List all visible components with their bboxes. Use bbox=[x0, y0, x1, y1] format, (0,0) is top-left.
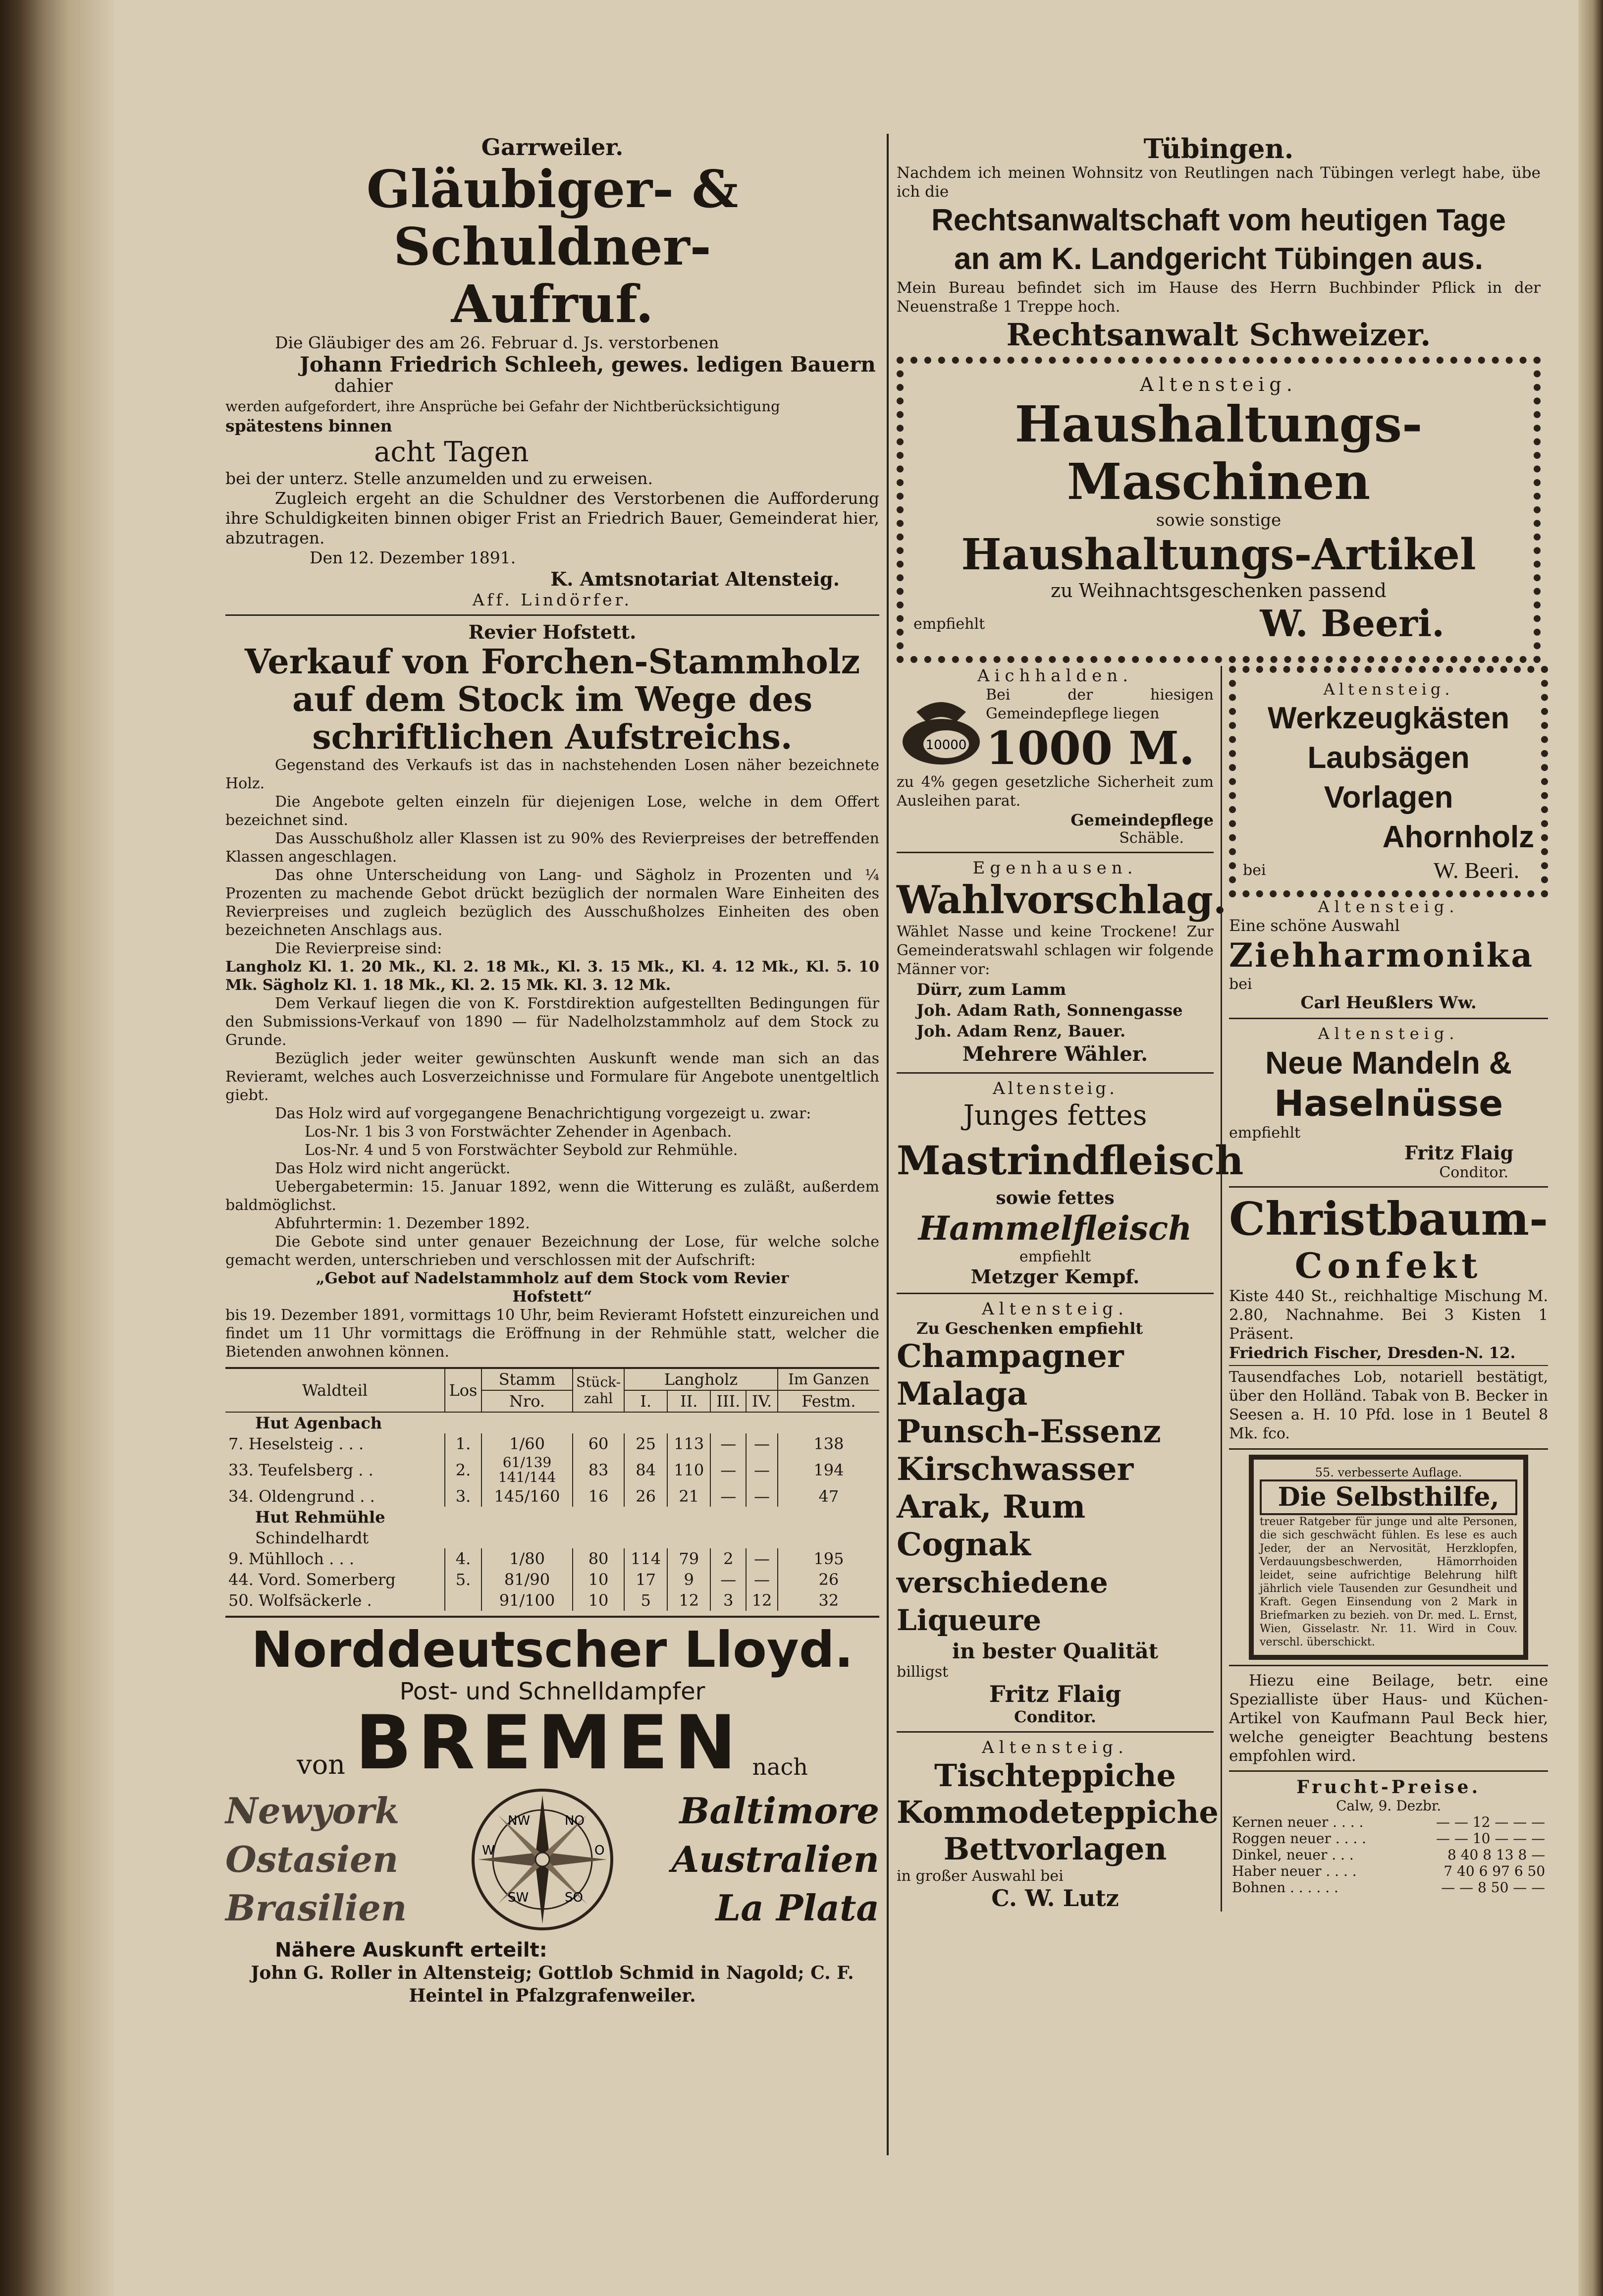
compass-label: SW bbox=[508, 1890, 529, 1905]
ad-title: Haushaltungs-Maschinen bbox=[1015, 395, 1423, 511]
cell: 84 bbox=[624, 1454, 667, 1486]
signature-2: Conditor. bbox=[1014, 1707, 1096, 1726]
divider bbox=[225, 1616, 879, 1618]
text-line: Johann Friedrich Schleeh, gewes. ledigen Bauern bbox=[300, 352, 876, 377]
signature: Gemeindepflege bbox=[1070, 811, 1214, 829]
cell: — — 8 50 — — bbox=[1441, 1879, 1546, 1896]
class-header: IV. bbox=[746, 1390, 777, 1412]
cell: — bbox=[710, 1569, 746, 1590]
text-line: zu 4% gegen gesetzliche Sicherheit zum Ausleihen parat. bbox=[897, 773, 1214, 810]
ad-title: Die Selbsthilfe, bbox=[1260, 1479, 1517, 1515]
ad-title: Wahlvorschlag. bbox=[897, 877, 1227, 923]
coin-label: 10000 bbox=[925, 738, 967, 753]
candidate: Joh. Adam Rath, Sonnengasse bbox=[916, 1001, 1183, 1020]
text-line: Eine schöne Auswahl bbox=[1229, 916, 1400, 935]
merchant-name: W. Beeri. bbox=[1433, 858, 1520, 883]
text-line: acht Tagen bbox=[374, 436, 529, 468]
col-header: Stamm bbox=[481, 1369, 573, 1390]
amount: 1000 M. bbox=[986, 721, 1195, 775]
cell: — — 10 — — — bbox=[1436, 1830, 1546, 1847]
text-line: Mein Bureau befindet sich im Hause des Herrn Buchbinder Pflick in der Neuenstraße 1 Treppe hoch. bbox=[897, 279, 1541, 316]
cell: 80 bbox=[573, 1548, 624, 1569]
cell: 33. Teufelsberg . . bbox=[228, 1461, 374, 1479]
cell: 2. bbox=[445, 1454, 481, 1486]
merchant-name: Carl Heußlers Ww. bbox=[1300, 993, 1477, 1013]
text-line: Rechtsanwaltschaft vom heutigen Tage bbox=[931, 203, 1506, 237]
col-header: Im Ganzen bbox=[778, 1369, 879, 1390]
price-table bbox=[1229, 1814, 1548, 1896]
candidate: Dürr, zum Lamm bbox=[916, 980, 1067, 999]
ad-beilage bbox=[1229, 1671, 1548, 1765]
text-line: treuer Ratgeber für junge und alte Personen, die sich geschwächt fühlen. Es lese es auch Jeder, der an Nervosität, Herzklopfen, Verdauungsbeschwerden, Hämorrhoiden leidet, seine aufrichtige Belehrung hilft jährlich viele Tausenden zur Gesundheit und Kraft. Gegen Einsendung von 2 Mark in Briefmarken zu bezieh. von Dr. med. L. Ernst, Wien, Gisselastr. Nr. 11. Wird in Couv. verschl. überschickt. bbox=[1260, 1516, 1518, 1648]
fruit-prices bbox=[1229, 1777, 1548, 1896]
cell: — — 12 — — — bbox=[1436, 1814, 1546, 1830]
cell: 138 bbox=[778, 1433, 879, 1454]
cell: 1. bbox=[445, 1433, 481, 1454]
text-para: „Gebot auf Nadelstammholz auf dem Stock vom Revier Hofstett“ bbox=[316, 1269, 789, 1306]
text-nach: nach bbox=[752, 1753, 808, 1780]
ad-title: Norddeutscher Lloyd. bbox=[251, 1621, 854, 1679]
ad-place: Egenhausen. bbox=[972, 858, 1138, 878]
text-line: in großer Auswahl bei bbox=[897, 1867, 1064, 1885]
group-label: Hut Rehmühle bbox=[255, 1508, 385, 1527]
text-para: Bezüglich jeder weiter gewünschten Auskunft wende man sich an das Revieramt, welches auch Losverzeichnisse und Formulare für Angebote unentgeltlich giebt. bbox=[225, 1050, 879, 1104]
page-edge bbox=[1578, 0, 1603, 2296]
text-line: Wählet Nasse und keine Trockene! Zur Gemeinderatswahl schlagen wir folgende Männer vor: bbox=[897, 923, 1214, 978]
divider bbox=[1229, 1365, 1548, 1366]
ad-selbsthilfe bbox=[1249, 1455, 1528, 1660]
text-para: Los-Nr. 1 bis 3 von Forstwächter Zehender in Agenbach. bbox=[305, 1123, 732, 1141]
ad-mandeln bbox=[1229, 1024, 1548, 1181]
text-line: Tausendfaches Lob, notariell bestätigt, über den Holländ. Tabak von B. Becker in Seesen a. H. 10 Pfd. lose in 1 Beutel 8 Mk. fco. bbox=[1229, 1368, 1549, 1442]
table-row bbox=[1229, 1863, 1548, 1879]
ad-teppiche bbox=[897, 1738, 1219, 1912]
cell: Dinkel, neuer . . . bbox=[1232, 1847, 1354, 1863]
cell: 2 bbox=[710, 1548, 746, 1569]
cell: 10 bbox=[573, 1590, 624, 1611]
text-para: Gegenstand des Verkaufs ist das in nachstehenden Losen näher bezeichnete Holz. bbox=[225, 757, 879, 792]
col-header: Waldteil bbox=[225, 1369, 445, 1412]
class-header: III. bbox=[710, 1390, 746, 1412]
candidate: Joh. Adam Renz, Bauer. bbox=[916, 1022, 1126, 1040]
compass-label: SO bbox=[565, 1890, 583, 1905]
ad-title: Christbaum- bbox=[1229, 1192, 1549, 1246]
cell: 10 bbox=[573, 1569, 624, 1590]
text-para: Die Gebote sind unter genauer Bezeichnung der Lose, für welche solche gemacht werden, unterschrieben und verschlossen mit der Aufschrift: bbox=[225, 1233, 879, 1269]
text-line: an am K. Landgericht Tübingen aus. bbox=[954, 242, 1483, 276]
table-row bbox=[1229, 1879, 1548, 1896]
cell: 7 40 6 97 6 50 bbox=[1443, 1863, 1546, 1879]
text-line: spätestens binnen bbox=[225, 416, 392, 436]
cell: 16 bbox=[573, 1486, 624, 1507]
column-divider bbox=[887, 134, 889, 2155]
table-row bbox=[225, 1486, 879, 1507]
text-line: zu Weihnachtsgeschenken passend bbox=[1051, 580, 1387, 601]
signature: Metzger Kempf. bbox=[970, 1265, 1140, 1288]
product: Punsch-Essenz bbox=[897, 1413, 1161, 1450]
cell: 26 bbox=[778, 1569, 879, 1590]
text-para: Abfuhrtermin: 1. Dezember 1892. bbox=[275, 1215, 530, 1232]
ad-place: Aichhalden. bbox=[977, 666, 1133, 686]
destination: Newyork bbox=[225, 1790, 400, 1832]
text-para: Das ohne Unterscheidung von Lang- und Sägholz in Prozenten und ¼ Prozenten zu machende Gebot drückt bezüglich der normalen Ware Einheiten des Revierpreises und zugleich bezüglich des Ausschußholzes Einheiten des oben bezeichneten Anschlags aus. bbox=[225, 867, 879, 939]
cell: 50. Wolfsäckerle . bbox=[228, 1591, 372, 1610]
col-header: Stück-zahl bbox=[573, 1369, 624, 1412]
ad-title-2: Haselnüsse bbox=[1274, 1083, 1503, 1124]
destination: La Plata bbox=[715, 1887, 879, 1929]
table-row bbox=[225, 1548, 879, 1569]
table-row bbox=[225, 1590, 879, 1611]
destination: Baltimore bbox=[679, 1790, 879, 1832]
table-row bbox=[1229, 1847, 1548, 1863]
merchant-name: W. Beeri. bbox=[1260, 602, 1444, 645]
ad-aichhalden bbox=[897, 666, 1214, 847]
cell: — bbox=[710, 1454, 746, 1486]
product: Ahornholz bbox=[1382, 820, 1535, 854]
cell: 4. bbox=[445, 1548, 481, 1569]
signature: K. Amtsnotariat Altensteig. bbox=[550, 568, 840, 590]
cell: 9 bbox=[667, 1569, 710, 1590]
cell: 47 bbox=[778, 1486, 879, 1507]
text-line: Nachdem ich meinen Wohnsitz von Reutlingen nach Tübingen verlegt habe, übe ich die bbox=[897, 164, 1541, 201]
col-header: Nro. bbox=[481, 1390, 573, 1412]
cell: 194 bbox=[778, 1454, 879, 1486]
cell: Kernen neuer . . . . bbox=[1232, 1814, 1364, 1830]
ad-place: Revier Hofstett. bbox=[468, 621, 637, 643]
text-line: Zugleich ergeht an die Schuldner des Verstorbenen die Aufforderung ihre Schuldigkeiten binnen obiger Frist an Friedrich Bauer, Gemeinderat hier, abzutragen. bbox=[225, 489, 879, 547]
ad-place: Altensteig. bbox=[1323, 680, 1454, 699]
signature: C. W. Lutz bbox=[991, 1885, 1119, 1912]
divider bbox=[897, 1293, 1214, 1294]
table-row bbox=[225, 1569, 879, 1590]
ad-title: Verkauf von Forchen-Stammholz auf dem Stock im Wege des schriftlichen Aufstreichs. bbox=[244, 642, 860, 757]
destination: Ostasien bbox=[225, 1838, 399, 1880]
text-para: Die Angebote gelten einzeln für diejenigen Lose, welche in dem Offert bezeichnet sind. bbox=[225, 793, 879, 829]
cell: 25 bbox=[624, 1433, 667, 1454]
cell: — bbox=[746, 1433, 777, 1454]
cell: 3. bbox=[445, 1486, 481, 1507]
ad-title-2: Hammelfleisch bbox=[918, 1209, 1192, 1248]
cell: 9. Mühlloch . . . bbox=[228, 1549, 354, 1568]
text-line: Die Gläubiger des am 26. Februar d. Js. verstorbenen bbox=[275, 333, 719, 352]
cell: 34. Oldengrund . . bbox=[228, 1487, 375, 1506]
text-line: bei bbox=[1229, 976, 1252, 993]
cell: — bbox=[746, 1454, 777, 1486]
table-row bbox=[225, 1433, 879, 1454]
cell bbox=[445, 1590, 481, 1611]
divider bbox=[1229, 1770, 1548, 1772]
ad-tuebingen bbox=[897, 134, 1541, 354]
col-header: Langholz bbox=[624, 1369, 778, 1390]
table-row bbox=[1229, 1830, 1548, 1847]
ad-subtitle: Post- und Schnelldampfer bbox=[399, 1678, 705, 1705]
city-bremen: BREMEN bbox=[355, 1700, 743, 1786]
text-para: Los-Nr. 4 und 5 von Forstwächter Seybold zur Rehmühle. bbox=[305, 1142, 738, 1159]
cell: — bbox=[710, 1486, 746, 1507]
right-column bbox=[897, 133, 1549, 1912]
ad-wahlvorschlag bbox=[897, 858, 1227, 1067]
cell: 1/80 bbox=[481, 1548, 573, 1569]
product: Kirschwasser bbox=[897, 1451, 1134, 1488]
divider bbox=[1229, 1186, 1548, 1188]
table-row bbox=[1229, 1814, 1548, 1830]
ad-place: Altensteig. bbox=[1318, 897, 1459, 916]
ad-glaeubiger bbox=[225, 134, 879, 609]
col-header: Festm. bbox=[778, 1390, 879, 1412]
cell: — bbox=[710, 1433, 746, 1454]
cell: 114 bbox=[624, 1548, 667, 1569]
cell: 17 bbox=[624, 1569, 667, 1590]
table-row bbox=[225, 1454, 879, 1486]
divider bbox=[225, 614, 879, 616]
cell: 79 bbox=[667, 1548, 710, 1569]
cell: 91/100 bbox=[481, 1590, 573, 1611]
ad-mastrind bbox=[897, 1079, 1244, 1288]
left-column bbox=[225, 134, 879, 2007]
product: Werkzeugkästen bbox=[1268, 701, 1510, 735]
text-line: sowie sonstige bbox=[1156, 510, 1282, 530]
text-para: Langholz Kl. 1. 20 Mk., Kl. 2. 18 Mk., Kl. 3. 15 Mk., Kl. 4. 12 Mk., Kl. 5. 10 Mk. Sägholz Kl. 1. 18 Mk., Kl. 2. 15 Mk. Kl. 3. 12 Mk. bbox=[225, 958, 879, 994]
ad-title: Gläubiger- & Schuldner- bbox=[366, 159, 739, 277]
cell: 3 bbox=[710, 1590, 746, 1611]
ad-place: Altensteig. bbox=[993, 1079, 1118, 1098]
ad-place: Altensteig. bbox=[982, 1299, 1128, 1319]
cell: 1/60 bbox=[481, 1433, 573, 1454]
cell: 7. Heselsteig . . . bbox=[228, 1434, 364, 1453]
divider bbox=[897, 1731, 1214, 1733]
product: Cognak bbox=[897, 1526, 1031, 1563]
cell: 12 bbox=[746, 1590, 777, 1611]
text-line: dahier bbox=[334, 376, 393, 396]
text-line: Hiezu eine Beilage, betr. eine Spezialliste über Haus- und Küchen-Artikel von Kaufmann Paul Beck hier, welche geneigter Beachtung bestens empfohlen wird. bbox=[1229, 1672, 1549, 1765]
product: Kommodeteppiche bbox=[897, 1794, 1219, 1830]
text-line: billigst bbox=[897, 1663, 949, 1681]
ad-holzverkauf bbox=[225, 621, 879, 1361]
cell: Haber neuer . . . . bbox=[1232, 1863, 1357, 1879]
text-para: Das Holz wird auf vorgegangene Benachrichtigung vorgezeigt u. zwar: bbox=[275, 1105, 811, 1122]
cell: 8 40 8 13 8 — bbox=[1447, 1847, 1546, 1863]
ad-geschenke bbox=[897, 1299, 1214, 1726]
cell: Bohnen . . . . . . bbox=[1232, 1879, 1338, 1896]
ad-place: Altensteig. bbox=[1318, 1024, 1459, 1043]
product: Arak, Rum bbox=[897, 1488, 1086, 1526]
text-para: Die Revierpreise sind: bbox=[275, 940, 442, 957]
divider bbox=[1229, 1448, 1548, 1450]
cell: 32 bbox=[778, 1590, 879, 1611]
ad-title: Neue Mandeln & bbox=[1265, 1045, 1512, 1081]
cell: 81/90 bbox=[481, 1569, 573, 1590]
ad-place: Altensteig. bbox=[1140, 374, 1297, 395]
text-para: bis 19. Dezember 1891, vormittags 10 Uhr, beim Revieramt Hofstett einzureichen und findet um 11 Uhr vormittags die Eröffnung in der Rehmühle statt, welcher die Bietenden anwohnen können. bbox=[225, 1307, 879, 1361]
cell: 145/160 bbox=[481, 1486, 573, 1507]
money-bag-icon bbox=[897, 692, 986, 766]
wood-table bbox=[225, 1369, 879, 1611]
divider bbox=[897, 852, 1214, 853]
text-line: empfiehlt bbox=[913, 615, 985, 633]
group-label: Schindelhardt bbox=[255, 1529, 369, 1547]
signature: Rechtsanwalt Schweizer. bbox=[1006, 317, 1431, 353]
compass-label: NW bbox=[508, 1813, 531, 1828]
date-line: Den 12. Dezember 1891. bbox=[310, 548, 516, 567]
edition-tag: 55. verbesserte Auflage. bbox=[1315, 1466, 1462, 1479]
cell: 21 bbox=[667, 1486, 710, 1507]
text-line: Zu Geschenken empfiehlt bbox=[916, 1319, 1143, 1338]
text-line: Kiste 440 St., reichhaltige Mischung M. 2.80, Nachnahme. Bei 3 Kisten 1 Präsent. bbox=[1229, 1287, 1549, 1343]
merchant-name: Fritz Flaig bbox=[1404, 1142, 1514, 1164]
product: Champagner bbox=[897, 1338, 1124, 1375]
ad-title-2: Confekt bbox=[1294, 1245, 1483, 1286]
text-line: Bei der hiesigen Gemeindepflege liegen bbox=[986, 686, 1214, 722]
divider bbox=[897, 1072, 1214, 1074]
class-header: II. bbox=[667, 1390, 710, 1412]
group-label: Hut Agenbach bbox=[255, 1414, 382, 1432]
text-line: bei der unterz. Stelle anzumelden und zu erweisen. bbox=[225, 469, 653, 488]
ad-title-2: Haushaltungs-Artikel bbox=[961, 530, 1476, 580]
ad-title: Mastrindfleisch bbox=[897, 1137, 1244, 1184]
class-header: I. bbox=[624, 1390, 667, 1412]
cell: 44. Vord. Somerberg bbox=[228, 1570, 396, 1589]
ad-place: Garrweiler. bbox=[481, 134, 624, 161]
product: Tischteppiche bbox=[934, 1757, 1176, 1794]
cell: — bbox=[746, 1486, 777, 1507]
compass-label: NO bbox=[565, 1813, 585, 1828]
ad-christbaum bbox=[1229, 1193, 1548, 1443]
destination: Brasilien bbox=[225, 1887, 407, 1929]
signature: Fritz Flaig bbox=[989, 1681, 1122, 1707]
text-line: Junges fettes bbox=[963, 1099, 1147, 1132]
ad-title: Ziehharmonika bbox=[1229, 936, 1535, 975]
text-line: Friedrich Fischer, Dresden-N. 12. bbox=[1229, 1344, 1516, 1362]
section-title: Frucht-Preise. bbox=[1296, 1777, 1481, 1798]
cell: 12 bbox=[667, 1590, 710, 1611]
info-label: Nähere Auskunft erteilt: bbox=[275, 1939, 547, 1962]
ad-title-2: Aufruf. bbox=[451, 273, 654, 334]
text-von: von bbox=[297, 1749, 345, 1780]
ad-werkzeug bbox=[1229, 666, 1548, 897]
cell: 26 bbox=[624, 1486, 667, 1507]
cell: 5. bbox=[445, 1569, 481, 1590]
compass-rose-icon bbox=[468, 1785, 617, 1934]
signature-2: Schäble. bbox=[1119, 829, 1184, 847]
ad-place: Tübingen. bbox=[1143, 133, 1294, 164]
cell: — bbox=[746, 1569, 777, 1590]
merchant-role: Conditor. bbox=[1439, 1164, 1509, 1181]
cell: 61/139 141/144 bbox=[481, 1454, 573, 1486]
product: Laubsägen bbox=[1307, 741, 1470, 775]
cell: 195 bbox=[778, 1548, 879, 1569]
divider bbox=[1229, 1018, 1548, 1019]
text-line: bei bbox=[1243, 862, 1266, 879]
text-line: werden aufgefordert, ihre Ansprüche bei Gefahr der Nichtberücksichtigung bbox=[225, 398, 780, 415]
cell: 83 bbox=[573, 1454, 624, 1486]
cell: — bbox=[746, 1548, 777, 1569]
product: Malaga bbox=[897, 1375, 1028, 1413]
signature-2: Aff. Lindörfer. bbox=[472, 590, 633, 609]
product: Bettvorlagen bbox=[943, 1831, 1167, 1867]
text-line: empfiehlt bbox=[1019, 1248, 1091, 1265]
text-line: sowie fettes bbox=[996, 1188, 1115, 1208]
text-para: Das Ausschußholz aller Klassen ist zu 90% des Revierpreises der betreffenden Klassen angeschlagen. bbox=[225, 830, 879, 866]
signature: Mehrere Wähler. bbox=[962, 1042, 1148, 1066]
ad-haushalt bbox=[897, 357, 1541, 663]
product: verschiedene Liqueure bbox=[897, 1566, 1108, 1637]
cell: 60 bbox=[573, 1433, 624, 1454]
divider bbox=[1229, 1665, 1548, 1666]
info-text: John G. Roller in Altensteig; Gottlob Schmid in Nagold; C. F. Heintel in Pfalzgrafenweiler. bbox=[251, 1963, 854, 2006]
book-binding bbox=[0, 0, 114, 2296]
ad-lloyd bbox=[225, 1623, 879, 2007]
text-para: Das Holz wird nicht angerückt. bbox=[275, 1160, 511, 1177]
text-line: empfiehlt bbox=[1229, 1124, 1301, 1142]
text-para: Dem Verkauf liegen die von K. Forstdirektion aufgestellten Bedingungen für den Submissions-Verkauf von 1890 — für Nadelholzstammholz auf dem Stock zu Grunde. bbox=[225, 995, 879, 1049]
ad-ziehharmonika bbox=[1229, 897, 1548, 1013]
text-para: Uebergabetermin: 15. Januar 1892, wenn die Witterung es zuläßt, außerdem baldmöglichst. bbox=[225, 1178, 879, 1214]
cell: 113 bbox=[667, 1433, 710, 1454]
cell: 110 bbox=[667, 1454, 710, 1486]
text-line: in bester Qualität bbox=[952, 1639, 1158, 1663]
cell: 5 bbox=[624, 1590, 667, 1611]
ad-place: Altensteig. bbox=[982, 1738, 1128, 1757]
destination: Australien bbox=[671, 1838, 879, 1880]
section-subtitle: Calw, 9. Dezbr. bbox=[1336, 1798, 1442, 1814]
cell: Roggen neuer . . . . bbox=[1232, 1830, 1367, 1847]
compass-label: O bbox=[594, 1843, 605, 1858]
compass-label: W bbox=[482, 1843, 495, 1858]
col-header: Los bbox=[445, 1369, 481, 1412]
product: Vorlagen bbox=[1324, 780, 1453, 815]
